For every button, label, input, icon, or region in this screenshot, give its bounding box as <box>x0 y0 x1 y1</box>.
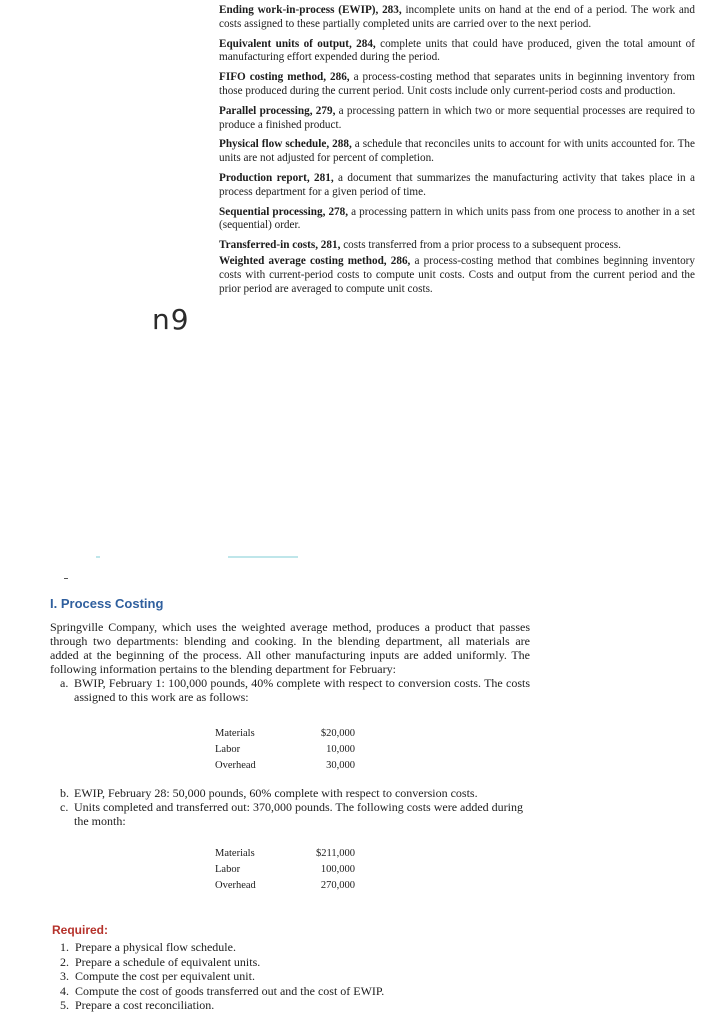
required-list <box>60 940 384 1013</box>
cost-row <box>215 726 355 742</box>
problem-items-bc <box>50 786 530 828</box>
cost-name: Overhead <box>215 760 256 771</box>
cost-row <box>215 758 355 774</box>
item-b <box>50 786 530 800</box>
cost-amount: 30,000 <box>326 760 355 771</box>
problem-statement <box>50 620 530 704</box>
section-title: I. Process Costing <box>50 596 164 611</box>
required-number: 5. <box>60 998 69 1013</box>
item-label: b. <box>60 786 69 800</box>
glossary-term: Parallel processing, 279, <box>219 104 336 117</box>
glossary-entry <box>219 138 695 166</box>
glossary-definition: a schedule that reconciles units to account for with units accounted for. The units are not adjusted for percent of completion. <box>219 138 695 165</box>
required-text: Prepare a schedule of equivalent units. <box>75 954 261 969</box>
scan-artifact <box>96 556 100 558</box>
glossary-term: FIFO costing method, 286, <box>219 71 350 84</box>
item-text: BWIP, February 1: 100,000 pounds, 40% complete with respect to conversion costs. The costs assigned to this work are as follows: <box>74 676 530 704</box>
required-text: Prepare a physical flow schedule. <box>75 940 236 954</box>
glossary-definition: a process-costing method that combines beginning inventory costs with current-period costs to compute unit costs. Costs and output from the current period and the prior period are averaged to compute unit costs. <box>219 254 696 295</box>
required-title: Required: <box>52 923 109 937</box>
cost-amount: 10,000 <box>326 744 355 755</box>
cost-amount: $20,000 <box>320 728 355 739</box>
cost-amount: $211,000 <box>316 848 355 859</box>
scan-artifact <box>228 556 298 558</box>
glossary-entry <box>219 239 695 253</box>
cost-name: Materials <box>215 728 255 739</box>
required-text: Prepare a cost reconciliation. <box>75 998 215 1013</box>
glossary-entry <box>219 172 695 200</box>
required-number: 2. <box>60 954 69 969</box>
glossary-definition: costs transferred from a prior process to a subsequent process. <box>340 239 621 252</box>
glossary-definition: complete units that could have produced, given the total amount of manufacturing effort expended during the period. <box>219 37 695 64</box>
glossary-entry <box>219 71 695 99</box>
bwip-cost-table <box>215 726 355 774</box>
glossary-term: Weighted average costing method, 286, <box>219 254 411 267</box>
required-text: Compute the cost of goods transferred out and the cost of EWIP. <box>75 983 385 998</box>
cost-name: Labor <box>215 744 241 755</box>
glossary-definition: a processing pattern in which units pass from one process to another in a set (sequential) order. <box>219 205 695 232</box>
glossary <box>219 4 695 302</box>
item-a <box>50 676 530 704</box>
glossary-entry <box>219 206 695 234</box>
item-text: Units completed and transferred out: 370,000 pounds. The following costs were added during the month: <box>74 800 524 828</box>
glossary-entry <box>219 38 695 66</box>
cost-amount: 100,000 <box>320 864 355 875</box>
required-item <box>60 940 384 955</box>
item-label: a. <box>60 676 69 690</box>
glossary-definition: a document that summarizes the manufacturing activity that takes place in a process department for a given period of time. <box>219 171 695 198</box>
glossary-term: Physical flow schedule, 288, <box>219 138 352 151</box>
handwritten-note: n9 <box>152 303 190 336</box>
item-text: EWIP, February 28: 50,000 pounds, 60% complete with respect to conversion costs. <box>74 786 478 800</box>
required-text: Compute the cost per equivalent unit. <box>75 969 255 984</box>
item-label: c. <box>60 800 69 814</box>
cost-name: Labor <box>215 864 241 875</box>
glossary-term: Ending work-in-process (EWIP), 283, <box>219 4 402 16</box>
glossary-entry <box>219 4 695 32</box>
item-c <box>50 800 530 828</box>
required-item <box>60 998 384 1013</box>
required-number: 1. <box>60 940 69 954</box>
cost-row <box>215 878 355 894</box>
cost-amount: 270,000 <box>320 880 355 891</box>
cost-row <box>215 846 355 862</box>
required-item <box>60 955 384 970</box>
glossary-entry <box>219 255 695 296</box>
cost-name: Materials <box>215 848 255 859</box>
glossary-term: Equivalent units of output, 284, <box>219 37 376 50</box>
required-item <box>60 984 384 999</box>
problem-intro: Springville Company, which uses the weighted average method, produces a product that passes through two departments: blending and cooking. In the blending department, all materials are added at the beginning of the process. All other manufacturing inputs are added uniformly. The following information pertains to the blending department for February: <box>50 620 530 676</box>
glossary-term: Transferred-in costs, 281, <box>219 239 341 252</box>
cost-row <box>215 742 355 758</box>
glossary-term: Production report, 281, <box>219 171 334 184</box>
glossary-term: Sequential processing, 278, <box>219 205 349 218</box>
required-item <box>60 969 384 984</box>
required-number: 4. <box>60 983 69 998</box>
required-number: 3. <box>60 969 69 984</box>
glossary-definition: incomplete units on hand at the end of a period. The work and costs assigned to these partially completed units are carried over to the next period. <box>219 4 695 30</box>
glossary-definition: a process-costing method that separates units in beginning inventory from those produced during the current period. Unit costs include only current-period costs and production. <box>219 71 695 97</box>
cost-row <box>215 862 355 878</box>
added-cost-table <box>215 846 355 894</box>
glossary-entry <box>219 105 695 133</box>
glossary-definition: a processing pattern in which two or more sequential processes are required to produce a finished product. <box>219 104 695 131</box>
scan-artifact <box>64 578 68 579</box>
cost-name: Overhead <box>215 880 256 891</box>
